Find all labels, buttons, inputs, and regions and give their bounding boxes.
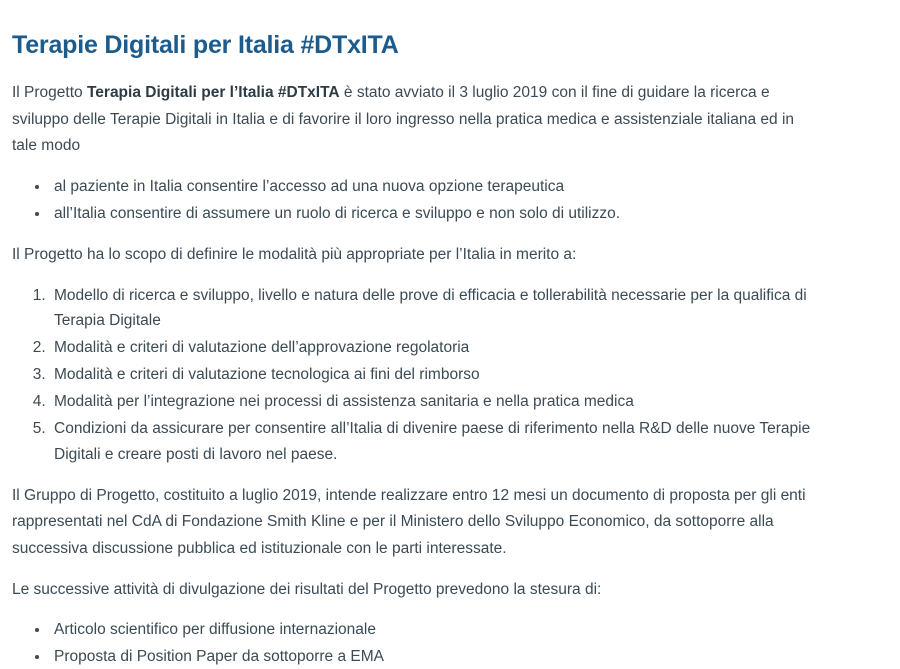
project-group-paragraph: Il Gruppo di Progetto, costituito a luglio 2019, intende realizzare entro 12 mesi un documento di proposta per gli enti rappresentati nel CdA di Fondazione Smith Kline e per il Ministero dello Sviluppo Economico, da sottoporre alla successiva discussione pubblica ed istituzionale con le parti interessate. bbox=[12, 486, 806, 557]
list-item: 2. Modalità e criteri di valutazione dell’approvazione regolatoria bbox=[50, 335, 822, 360]
page-title: Terapie Digitali per Italia #DTxITA bbox=[12, 31, 399, 59]
intro-text-before: Il Progetto bbox=[12, 84, 87, 101]
dissemination-intro-paragraph: Le successive attività di divulgazione dei risultati del Progetto prevedono la stesura di: bbox=[12, 580, 602, 598]
intro-project-name: Terapia Digitali per l’Italia #DTxITA bbox=[86, 84, 340, 101]
intro-paragraph bbox=[12, 80, 822, 160]
list-item: • all’Italia consentire di assumere un ruolo di ricerca e sviluppo e non solo di utilizzo. bbox=[50, 201, 822, 226]
list-item: 3. Modalità e criteri di valutazione tecnologica ai fini del rimborso bbox=[50, 362, 822, 387]
list-item: • al paziente in Italia consentire l’accesso ad una nuova opzione terapeutica bbox=[50, 174, 822, 199]
list-item: • Proposta di Position Paper da sottoporre a EMA bbox=[50, 644, 822, 669]
list-item: 1. Modello di ricerca e sviluppo, livello e natura delle prove di efficacia e tollerabilità necessarie per la qualifica di Terapia Digitale bbox=[50, 283, 822, 333]
list-item: • Articolo scientifico per diffusione internazionale bbox=[50, 617, 822, 642]
dissemination-bullet-list bbox=[12, 617, 822, 669]
scope-intro-paragraph: Il Progetto ha lo scopo di definire le modalità più appropriate per l’Italia in merito a: bbox=[12, 246, 577, 264]
list-item: 4. Modalità per l’integrazione nei processi di assistenza sanitaria e nella pratica medica bbox=[50, 389, 822, 414]
scope-numbered-list bbox=[12, 283, 822, 467]
list-item: 5. Condizioni da assicurare per consentire all’Italia di divenire paese di riferimento nella R&D delle nuove Terapie Digitali e creare posti di lavoro nel paese. bbox=[50, 416, 822, 466]
intro-bullet-list bbox=[12, 174, 822, 226]
intro-text-after: è stato avviato il 3 luglio 2019 con il fine di guidare la ricerca e sviluppo delle Terapie Digitali in Italia e di favorire il loro ingresso nella pratica medica e assistenziale italiana ed in tale modo bbox=[12, 84, 795, 155]
